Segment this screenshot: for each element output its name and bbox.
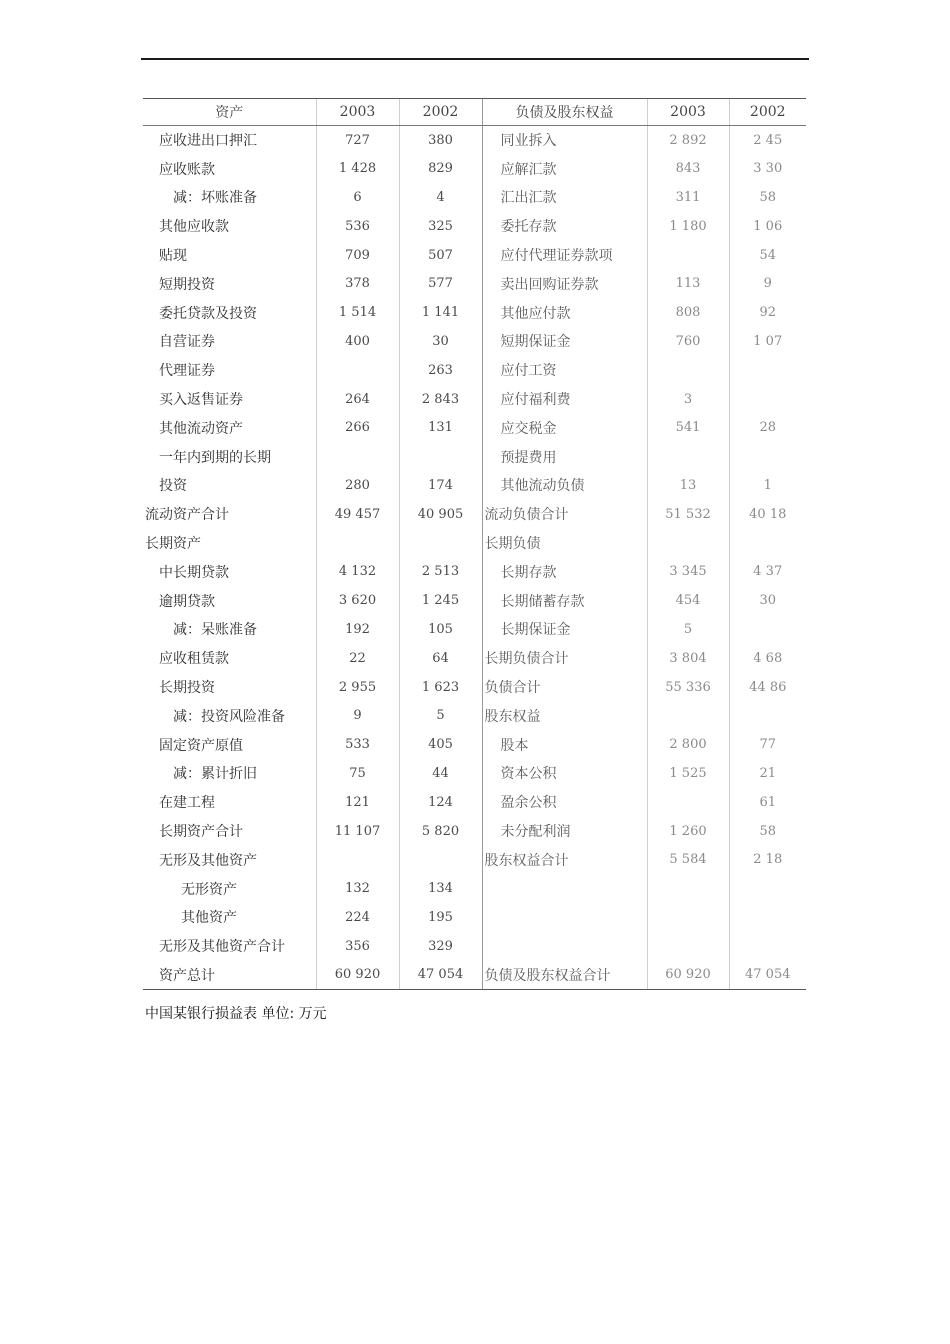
asset-2002-value: 131 bbox=[399, 413, 482, 442]
liability-2002-value: 4 37 bbox=[729, 557, 806, 586]
liability-2002-value: 54 bbox=[729, 241, 806, 270]
asset-2002-value: 5 bbox=[399, 701, 482, 730]
liability-2003-value: 5 584 bbox=[647, 845, 729, 874]
asset-label: 无形及其他资产 bbox=[159, 852, 257, 869]
header-liabilities: 负债及股东权益 bbox=[482, 99, 647, 126]
liability-2003-value: 3 345 bbox=[647, 557, 729, 586]
asset-2003-value: 22 bbox=[316, 644, 399, 673]
liability-2002-value bbox=[729, 903, 806, 932]
liability-label: 未分配利润 bbox=[482, 817, 647, 846]
table-row bbox=[143, 817, 806, 846]
liability-2002-value: 92 bbox=[729, 298, 806, 327]
liability-2002-value: 30 bbox=[729, 586, 806, 615]
table-row bbox=[143, 644, 806, 673]
asset-label: 买入返售证券 bbox=[159, 392, 243, 409]
table-row bbox=[143, 327, 806, 356]
asset-label: 资产总计 bbox=[143, 961, 316, 990]
asset-2003-value: 4 132 bbox=[316, 557, 399, 586]
asset-2002-value: 1 141 bbox=[399, 298, 482, 327]
liability-2002-value bbox=[729, 442, 806, 471]
asset-label: 长期投资 bbox=[159, 680, 215, 697]
liability-2003-value: 454 bbox=[647, 586, 729, 615]
asset-2003-value: 75 bbox=[316, 759, 399, 788]
liability-2002-value: 58 bbox=[729, 817, 806, 846]
asset-label: 固定资产原值 bbox=[159, 737, 243, 754]
liability-label: 盈余公积 bbox=[482, 788, 647, 817]
table-row bbox=[143, 673, 806, 702]
asset-2003-value: 1 514 bbox=[316, 298, 399, 327]
liability-2003-value: 1 525 bbox=[647, 759, 729, 788]
asset-2003-value: 192 bbox=[316, 615, 399, 644]
liability-2003-value: 2 892 bbox=[647, 126, 729, 155]
asset-2003-value: 709 bbox=[316, 241, 399, 270]
liability-2003-value: 843 bbox=[647, 154, 729, 183]
asset-2003-value: 727 bbox=[316, 126, 399, 155]
header-liabilities-2002: 2002 bbox=[729, 99, 806, 126]
liability-label: 长期存款 bbox=[482, 557, 647, 586]
asset-2003-value: 121 bbox=[316, 788, 399, 817]
asset-2003-value bbox=[316, 529, 399, 558]
asset-label: 无形资产 bbox=[181, 881, 237, 898]
asset-2002-value bbox=[399, 442, 482, 471]
asset-label: 减：坏账准备 bbox=[173, 190, 257, 207]
asset-2003-value bbox=[316, 356, 399, 385]
table-row bbox=[143, 586, 806, 615]
liability-2003-value: 13 bbox=[647, 471, 729, 500]
liability-2003-value: 1 260 bbox=[647, 817, 729, 846]
liability-2003-value bbox=[647, 788, 729, 817]
liability-label: 长期负债 bbox=[482, 529, 647, 558]
asset-2003-value: 224 bbox=[316, 903, 399, 932]
asset-2002-value: 329 bbox=[399, 932, 482, 961]
liability-2002-value bbox=[729, 385, 806, 414]
asset-2002-value: 2 843 bbox=[399, 385, 482, 414]
asset-2003-value: 536 bbox=[316, 212, 399, 241]
liability-2003-value bbox=[647, 874, 729, 903]
header-assets: 资产 bbox=[143, 99, 316, 126]
asset-2003-value: 9 bbox=[316, 701, 399, 730]
top-rule bbox=[141, 58, 809, 60]
asset-label: 减：呆账准备 bbox=[173, 622, 257, 639]
table-row bbox=[143, 701, 806, 730]
liability-label: 负债合计 bbox=[482, 673, 647, 702]
asset-2003-value: 2 955 bbox=[316, 673, 399, 702]
asset-2002-value: 124 bbox=[399, 788, 482, 817]
liability-2002-value: 1 bbox=[729, 471, 806, 500]
asset-label: 应收账款 bbox=[159, 161, 215, 178]
liability-2002-value bbox=[729, 874, 806, 903]
liability-2002-value bbox=[729, 356, 806, 385]
liability-2003-value: 3 804 bbox=[647, 644, 729, 673]
asset-2002-value: 507 bbox=[399, 241, 482, 270]
table-row bbox=[143, 529, 806, 558]
liability-2003-value bbox=[647, 241, 729, 270]
header-liabilities-2003: 2003 bbox=[647, 99, 729, 126]
liability-2003-value: 541 bbox=[647, 413, 729, 442]
liability-2002-value: 61 bbox=[729, 788, 806, 817]
table-row bbox=[143, 788, 806, 817]
liability-2002-value: 58 bbox=[729, 183, 806, 212]
asset-2002-value: 325 bbox=[399, 212, 482, 241]
balance-sheet-table bbox=[143, 98, 806, 990]
asset-2003-value: 3 620 bbox=[316, 586, 399, 615]
asset-2002-value: 380 bbox=[399, 126, 482, 155]
balance-sheet bbox=[143, 98, 806, 990]
asset-2002-value: 134 bbox=[399, 874, 482, 903]
asset-2002-value: 2 513 bbox=[399, 557, 482, 586]
liability-label: 股东权益合计 bbox=[482, 845, 647, 874]
asset-2002-value bbox=[399, 529, 482, 558]
liability-2003-value bbox=[647, 356, 729, 385]
liability-2002-value: 47 054 bbox=[729, 961, 806, 990]
asset-label: 其他资产 bbox=[181, 910, 237, 927]
liability-2003-value: 55 336 bbox=[647, 673, 729, 702]
liability-2002-value: 2 45 bbox=[729, 126, 806, 155]
asset-label: 减：累计折旧 bbox=[173, 766, 257, 783]
asset-2003-value: 533 bbox=[316, 730, 399, 759]
table-row bbox=[143, 730, 806, 759]
asset-2003-value: 378 bbox=[316, 269, 399, 298]
header-row bbox=[143, 99, 806, 126]
asset-2003-value: 11 107 bbox=[316, 817, 399, 846]
table-row bbox=[143, 961, 806, 990]
liability-2003-value bbox=[647, 442, 729, 471]
asset-2003-value: 1 428 bbox=[316, 154, 399, 183]
liability-2002-value bbox=[729, 932, 806, 961]
table-row bbox=[143, 385, 806, 414]
liability-label: 长期负债合计 bbox=[482, 644, 647, 673]
asset-2003-value: 264 bbox=[316, 385, 399, 414]
liability-2003-value: 311 bbox=[647, 183, 729, 212]
table-row bbox=[143, 298, 806, 327]
liability-2002-value: 44 86 bbox=[729, 673, 806, 702]
asset-2002-value: 47 054 bbox=[399, 961, 482, 990]
asset-2002-value: 829 bbox=[399, 154, 482, 183]
asset-label: 长期资产 bbox=[145, 536, 201, 553]
asset-2002-value: 5 820 bbox=[399, 817, 482, 846]
asset-label: 中长期贷款 bbox=[159, 564, 229, 581]
liability-2002-value: 1 07 bbox=[729, 327, 806, 356]
header-assets-2003: 2003 bbox=[316, 99, 399, 126]
liability-2003-value: 2 800 bbox=[647, 730, 729, 759]
asset-label: 应收进出口押汇 bbox=[159, 133, 257, 150]
asset-2003-value: 266 bbox=[316, 413, 399, 442]
asset-2002-value: 44 bbox=[399, 759, 482, 788]
asset-label: 其他流动资产 bbox=[159, 420, 243, 437]
liability-label: 汇出汇款 bbox=[482, 183, 647, 212]
liability-label: 应解汇款 bbox=[482, 154, 647, 183]
liability-2002-value: 2 18 bbox=[729, 845, 806, 874]
liability-2003-value bbox=[647, 932, 729, 961]
table-row bbox=[143, 154, 806, 183]
liability-label: 长期储蓄存款 bbox=[482, 586, 647, 615]
table-caption: 中国某银行损益表 单位: 万元 bbox=[145, 1006, 327, 1022]
liability-2003-value: 808 bbox=[647, 298, 729, 327]
asset-label: 应收租赁款 bbox=[159, 651, 229, 668]
liability-label bbox=[482, 932, 647, 961]
asset-label: 自营证券 bbox=[159, 334, 215, 351]
asset-label: 代理证券 bbox=[159, 363, 215, 380]
liability-label: 同业拆入 bbox=[482, 126, 647, 155]
asset-2002-value: 577 bbox=[399, 269, 482, 298]
liability-label: 卖出回购证券款 bbox=[482, 269, 647, 298]
asset-label: 逾期贷款 bbox=[159, 593, 215, 610]
liability-label: 资本公积 bbox=[482, 759, 647, 788]
table-row bbox=[143, 356, 806, 385]
liability-label bbox=[482, 903, 647, 932]
asset-label: 短期投资 bbox=[159, 276, 215, 293]
liability-label: 股本 bbox=[482, 730, 647, 759]
liability-label: 负债及股东权益合计 bbox=[482, 961, 647, 990]
asset-label: 一年内到期的长期 bbox=[159, 449, 271, 466]
liability-label: 其他流动负债 bbox=[482, 471, 647, 500]
asset-label: 长期资产合计 bbox=[159, 824, 243, 841]
asset-2003-value: 280 bbox=[316, 471, 399, 500]
asset-label: 投资 bbox=[159, 478, 187, 495]
table-row bbox=[143, 845, 806, 874]
liability-label: 应交税金 bbox=[482, 413, 647, 442]
liability-2002-value: 3 30 bbox=[729, 154, 806, 183]
header-assets-2002: 2002 bbox=[399, 99, 482, 126]
liability-2003-value: 760 bbox=[647, 327, 729, 356]
table-row bbox=[143, 615, 806, 644]
liability-label: 长期保证金 bbox=[482, 615, 647, 644]
table-row bbox=[143, 241, 806, 270]
liability-label: 应付工资 bbox=[482, 356, 647, 385]
liability-label: 其他应付款 bbox=[482, 298, 647, 327]
liability-2002-value: 1 06 bbox=[729, 212, 806, 241]
asset-label: 在建工程 bbox=[159, 795, 215, 812]
liability-label: 预提费用 bbox=[482, 442, 647, 471]
asset-2002-value: 263 bbox=[399, 356, 482, 385]
asset-2002-value: 195 bbox=[399, 903, 482, 932]
asset-2002-value: 1 245 bbox=[399, 586, 482, 615]
liability-2002-value: 40 18 bbox=[729, 500, 806, 529]
liability-label: 应付福利费 bbox=[482, 385, 647, 414]
liability-2002-value: 77 bbox=[729, 730, 806, 759]
table-row bbox=[143, 126, 806, 155]
asset-2002-value: 105 bbox=[399, 615, 482, 644]
liability-2002-value bbox=[729, 529, 806, 558]
liability-label: 短期保证金 bbox=[482, 327, 647, 356]
liability-2002-value: 21 bbox=[729, 759, 806, 788]
table-row bbox=[143, 442, 806, 471]
asset-label: 无形及其他资产合计 bbox=[159, 939, 285, 956]
asset-label: 其他应收款 bbox=[159, 219, 229, 236]
liability-2003-value: 60 920 bbox=[647, 961, 729, 990]
table-row bbox=[143, 269, 806, 298]
table-row bbox=[143, 759, 806, 788]
table-row bbox=[143, 903, 806, 932]
liability-label: 应付代理证券款项 bbox=[482, 241, 647, 270]
liability-label: 委托存款 bbox=[482, 212, 647, 241]
table-row bbox=[143, 471, 806, 500]
asset-2003-value bbox=[316, 442, 399, 471]
asset-2003-value: 60 920 bbox=[316, 961, 399, 990]
table-row bbox=[143, 413, 806, 442]
liability-2003-value: 3 bbox=[647, 385, 729, 414]
liability-2003-value: 5 bbox=[647, 615, 729, 644]
liability-label bbox=[482, 874, 647, 903]
table-row bbox=[143, 212, 806, 241]
asset-label: 减：投资风险准备 bbox=[173, 708, 285, 725]
asset-2002-value: 30 bbox=[399, 327, 482, 356]
liability-2003-value: 51 532 bbox=[647, 500, 729, 529]
liability-2003-value: 1 180 bbox=[647, 212, 729, 241]
table-row bbox=[143, 874, 806, 903]
table-row bbox=[143, 500, 806, 529]
table-row bbox=[143, 183, 806, 212]
asset-2002-value bbox=[399, 845, 482, 874]
asset-label: 贴现 bbox=[159, 248, 187, 265]
liability-label: 股东权益 bbox=[482, 701, 647, 730]
liability-2003-value: 113 bbox=[647, 269, 729, 298]
asset-2003-value: 400 bbox=[316, 327, 399, 356]
asset-2003-value bbox=[316, 845, 399, 874]
asset-label: 委托贷款及投资 bbox=[159, 305, 257, 322]
liability-2002-value: 28 bbox=[729, 413, 806, 442]
asset-2003-value: 132 bbox=[316, 874, 399, 903]
asset-2003-value: 49 457 bbox=[316, 500, 399, 529]
liability-2003-value bbox=[647, 701, 729, 730]
asset-2002-value: 4 bbox=[399, 183, 482, 212]
asset-2002-value: 64 bbox=[399, 644, 482, 673]
asset-2002-value: 1 623 bbox=[399, 673, 482, 702]
liability-2002-value bbox=[729, 701, 806, 730]
liability-2003-value bbox=[647, 903, 729, 932]
asset-2003-value: 6 bbox=[316, 183, 399, 212]
table-row bbox=[143, 932, 806, 961]
asset-2002-value: 174 bbox=[399, 471, 482, 500]
table-row bbox=[143, 557, 806, 586]
asset-2002-value: 40 905 bbox=[399, 500, 482, 529]
asset-2003-value: 356 bbox=[316, 932, 399, 961]
liability-2003-value bbox=[647, 529, 729, 558]
liability-2002-value bbox=[729, 615, 806, 644]
liability-2002-value: 9 bbox=[729, 269, 806, 298]
liability-label: 流动负债合计 bbox=[482, 500, 647, 529]
liability-2002-value: 4 68 bbox=[729, 644, 806, 673]
asset-label: 流动资产合计 bbox=[145, 507, 229, 524]
asset-2002-value: 405 bbox=[399, 730, 482, 759]
